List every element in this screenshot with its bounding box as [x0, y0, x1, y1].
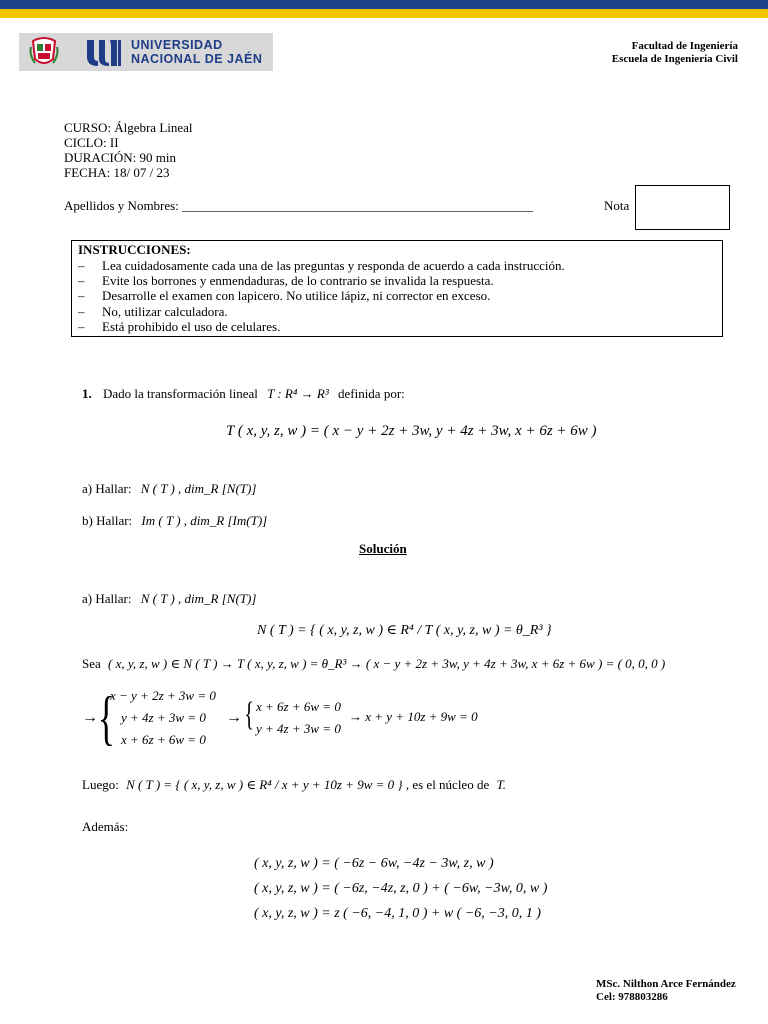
duration-line: DURACIÓN: 90 min	[64, 150, 176, 165]
faculty-name: Facultad de Ingeniería	[631, 40, 738, 52]
luego-T: T.	[496, 777, 506, 792]
solution-part-a-math: N ( T ) , dim_R [N(T)]	[140, 591, 257, 606]
luego-word: Luego:	[82, 777, 119, 792]
final-equation-1: ( x, y, z, w ) = ( −6z − 6w, −4z − 3w, z, w )	[254, 856, 494, 871]
instruction-text: No, utilizar calculadora.	[102, 304, 228, 319]
transformation-formula: T ( x, y, z, w ) = ( x − y + 2z + 3w, y + 4z + 3w, x + 6z + 6w )	[226, 423, 597, 439]
final-equation-2: ( x, y, z, w ) = ( −6z, −4z, z, 0 ) + ( −6w, −3w, 0, w )	[254, 881, 548, 896]
course-line: CURSO: Álgebra Lineal	[64, 120, 193, 135]
university-name-line2: NACIONAL DE JAÉN	[131, 52, 263, 66]
kernel-result: N ( T ) = { ( x, y, z, w ) ∈ R⁴ / x + y + 10z + 9w = 0 }	[126, 777, 403, 792]
part-b-label: b) Hallar:	[82, 513, 133, 528]
reduced-equation: → x + y + 10z + 9w = 0	[349, 709, 478, 724]
final-equation-3: ( x, y, z, w ) = z ( −6, −4, 1, 0 ) + w ( −6, −3, 0, 1 )	[254, 906, 541, 921]
unj-logo-icon	[85, 37, 123, 67]
system1-eq3: x + 6z + 6w = 0	[121, 732, 206, 747]
instruction-text: Está prohibido el uso de celulares.	[102, 319, 281, 334]
instruction-dash: –	[78, 319, 85, 334]
faculty-header	[612, 40, 738, 66]
grade-label: Nota	[604, 198, 630, 213]
school-name: Escuela de Ingeniería Civil	[611, 53, 738, 65]
implies-arrow-2: →	[226, 709, 242, 726]
part-b-math: Im ( T ) , dim_R [Im(T)]	[141, 513, 268, 528]
instruction-text: Lea cuidadosamente cada una de las preguntas y responda de acuerdo a cada instrucción.	[102, 258, 565, 273]
kernel-definition: N ( T ) = { ( x, y, z, w ) ∈ R⁴ / T ( x, y, z, w ) = θ_R³ }	[257, 623, 552, 638]
system2-eq2: y + 4z + 3w = 0	[256, 721, 341, 736]
part-a-statement	[82, 481, 256, 497]
sea-math: ( x, y, z, w ) ∈ N ( T ) → T ( x, y, z, w ) = θ_R³ → ( x − y + 2z + 3w, y + 4z + 3w, x + 6z + 6w ) = ( 0, 0, 0 )	[108, 656, 666, 671]
university-logo-banner	[19, 33, 273, 71]
luego-tail: , es el núcleo de	[405, 777, 490, 792]
instruction-dash: –	[78, 304, 85, 319]
question-defined: definida por:	[337, 386, 405, 401]
university-name-line1: UNIVERSIDAD	[131, 38, 223, 52]
grade-box	[635, 185, 730, 230]
solution-part-a	[82, 591, 256, 607]
instructions-title: INSTRUCCIONES:	[78, 242, 191, 257]
system1-eq1: x − y + 2z + 3w = 0	[110, 688, 216, 703]
peru-coat-of-arms-icon	[29, 35, 59, 69]
instruction-text: Evite los borrones y enmendaduras, de lo contrario se invalida la respuesta.	[102, 273, 494, 288]
instruction-dash: –	[78, 288, 85, 303]
student-name-field: Apellidos y Nombres: ______________________________________________________	[64, 198, 534, 213]
part-a-label: a) Hallar:	[82, 481, 132, 496]
cycle-line: CICLO: II	[64, 135, 119, 150]
transformation-map: T : R⁴ → R³	[267, 386, 329, 401]
instruction-dash: –	[78, 258, 85, 273]
question-intro: Dado la transformación lineal	[103, 386, 258, 401]
question-1-statement	[82, 386, 405, 402]
sea-word: Sea	[82, 656, 101, 671]
solution-heading: Solución	[359, 541, 407, 556]
footer-author-block	[596, 978, 736, 1004]
top-color-stripe	[0, 0, 768, 18]
author-phone: Cel: 978803286	[596, 991, 668, 1003]
sea-line	[82, 656, 665, 672]
question-number: 1.	[82, 386, 92, 401]
system1-brace: {	[97, 685, 116, 751]
implies-arrow: →	[82, 709, 98, 726]
luego-line	[82, 777, 506, 793]
ademas-label: Además:	[82, 819, 129, 834]
solution-part-a-label: a) Hallar:	[82, 591, 132, 606]
instruction-text: Desarrolle el examen con lapicero. No utilice lápiz, ni corrector en exceso.	[102, 288, 491, 303]
author-name: MSc. Nilthon Arce Fernández	[596, 978, 736, 990]
part-b-statement	[82, 513, 267, 529]
instructions-box	[71, 240, 723, 337]
system2-brace: {	[244, 696, 255, 733]
system2-eq1: x + 6z + 6w = 0	[256, 699, 341, 714]
system1-eq2: y + 4z + 3w = 0	[121, 710, 206, 725]
instruction-dash: –	[78, 273, 85, 288]
date-line: FECHA: 18/ 07 / 23	[64, 165, 170, 180]
part-a-math: N ( T ) , dim_R [N(T)]	[140, 481, 257, 496]
